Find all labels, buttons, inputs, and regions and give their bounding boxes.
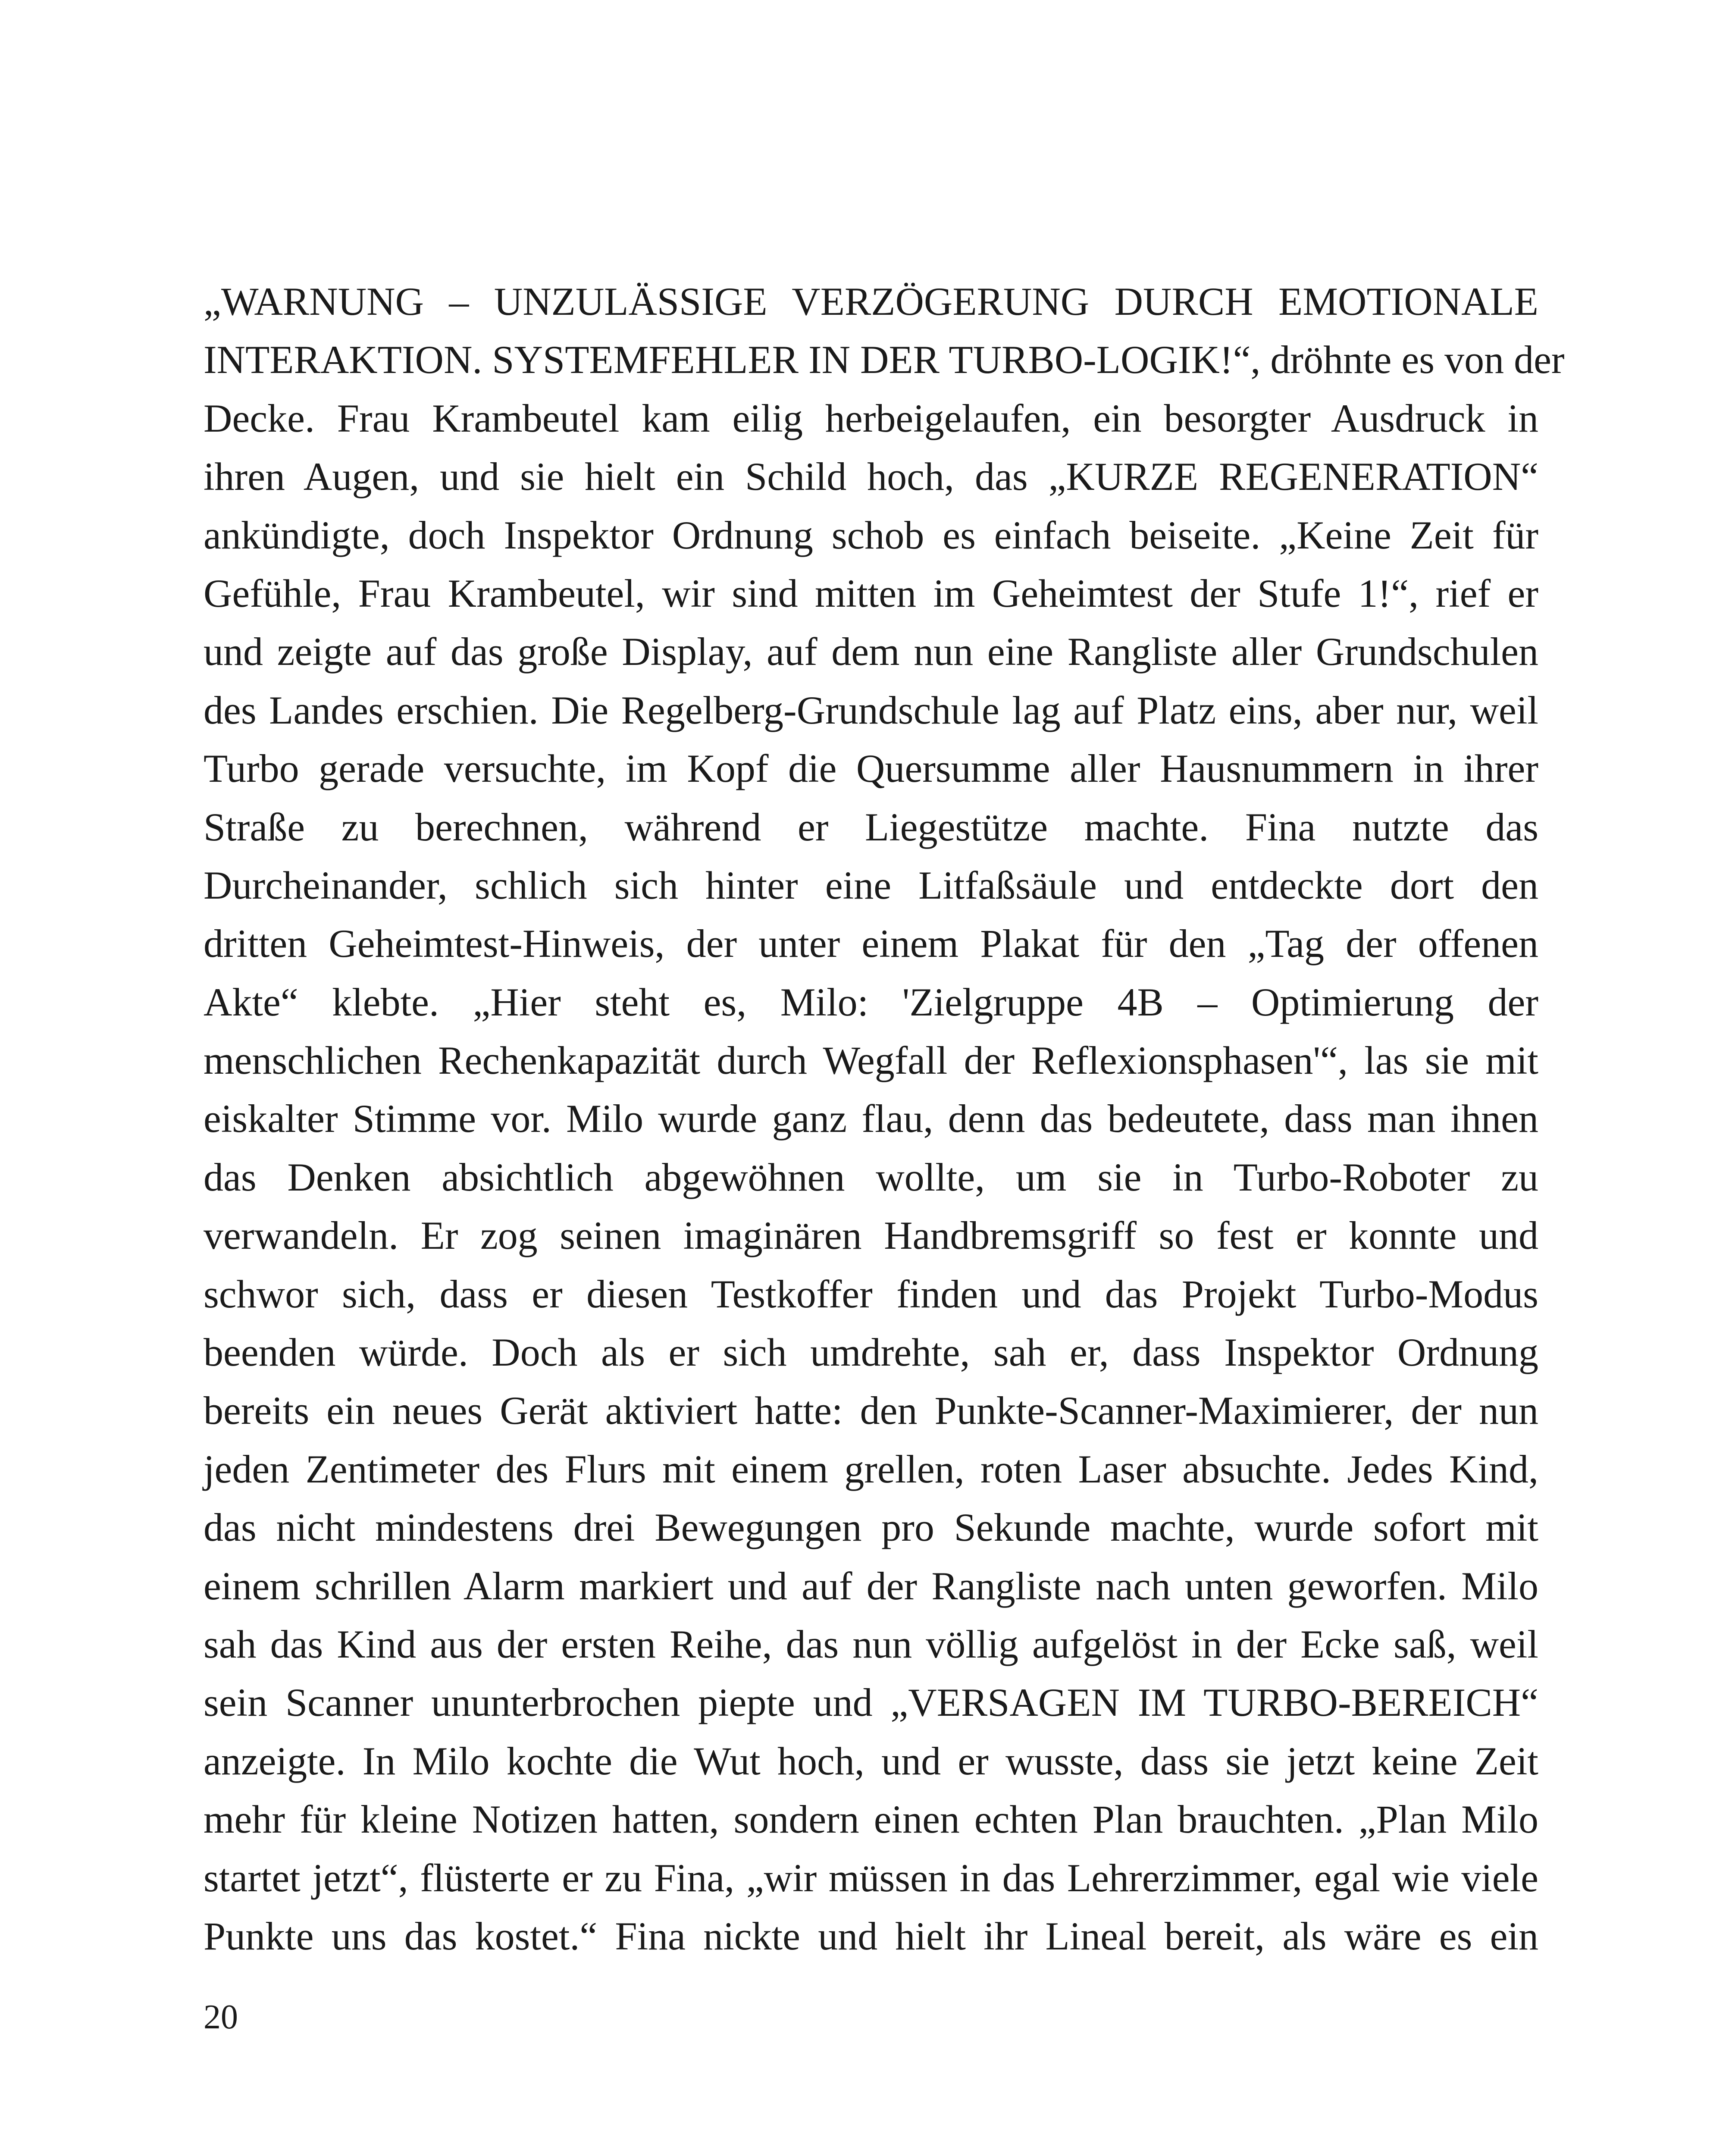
text-line-13: Akte“ klebte. „Hier steht es, Milo: 'Zielgruppe 4B – Optimierung der: [204, 980, 1538, 1024]
text-line-16: das Denken absichtlich abgewöhnen wollte, um sie in Turbo-Roboter zu: [204, 1155, 1538, 1199]
text-line-14: menschlichen Rechenkapazität durch Wegfall der Reflexionsphasen'“, las sie mit: [204, 1038, 1538, 1083]
text-line-5: ankündigte, doch Inspektor Ordnung schob es einfach beiseite. „Keine Zeit für: [204, 513, 1538, 557]
text-line-20: bereits ein neues Gerät aktiviert hatte: den Punkte-Scanner-Maximierer, der nun: [204, 1388, 1538, 1433]
text-line-29: Punkte uns das kostet.“ Fina nickte und hielt ihr Lineal bereit, als wäre es ein: [204, 1914, 1538, 1958]
text-line-19: beenden würde. Doch als er sich umdrehte, sah er, dass Inspektor Ordnung: [204, 1330, 1538, 1375]
text-line-3: Decke. Frau Krambeutel kam eilig herbeigelaufen, ein besorgter Ausdruck in: [204, 396, 1538, 440]
text-line-9: Turbo gerade versuchte, im Kopf die Quersumme aller Hausnummern in ihrer: [204, 746, 1538, 791]
text-line-18: schwor sich, dass er diesen Testkoffer finden und das Projekt Turbo-Modus: [204, 1272, 1538, 1316]
text-line-22: das nicht mindestens drei Bewegungen pro Sekunde machte, wurde sofort mit: [204, 1505, 1538, 1550]
text-line-27: mehr für kleine Notizen hatten, sondern einen echten Plan brauchten. „Plan Milo: [204, 1797, 1538, 1842]
text-line-25: sein Scanner ununterbrochen piepte und „VERSAGEN IM TURBO-BEREICH“: [204, 1680, 1538, 1725]
text-line-11: Durcheinander, schlich sich hinter eine Litfaßsäule und entdeckte dort den: [204, 863, 1538, 907]
text-line-7: und zeigte auf das große Display, auf dem nun eine Rangliste aller Grundschulen: [204, 630, 1538, 674]
text-line-1: „WARNUNG – UNZULÄSSIGE VERZÖGERUNG DURCH EMOTIONALE: [204, 279, 1538, 323]
page-number: 20: [204, 1998, 238, 2036]
text-line-15: eiskalter Stimme vor. Milo wurde ganz flau, denn das bedeutete, dass man ihnen: [204, 1097, 1538, 1141]
text-line-26: anzeigte. In Milo kochte die Wut hoch, und er wusste, dass sie jetzt keine Zeit: [204, 1739, 1538, 1783]
text-line-8: des Landes erschien. Die Regelberg-Grundschule lag auf Platz eins, aber nur, weil: [204, 688, 1538, 732]
text-line-6: Gefühle, Frau Krambeutel, wir sind mitten im Geheimtest der Stufe 1!“, rief er: [204, 571, 1538, 615]
text-line-17: verwandeln. Er zog seinen imaginären Handbremsgriff so fest er konnte und: [204, 1213, 1538, 1258]
text-line-21: jeden Zentimeter des Flurs mit einem grellen, roten Laser absuchte. Jedes Kind,: [204, 1447, 1538, 1491]
text-line-2: INTERAKTION. SYSTEMFEHLER IN DER TURBO-LOGIK!“, dröhnte es von der: [204, 338, 1565, 382]
text-line-12: dritten Geheimtest-Hinweis, der unter einem Plakat für den „Tag der offenen: [204, 921, 1538, 966]
text-line-23: einem schrillen Alarm markiert und auf der Rangliste nach unten geworfen. Milo: [204, 1564, 1538, 1608]
text-line-24: sah das Kind aus der ersten Reihe, das nun völlig aufgelöst in der Ecke saß, weil: [204, 1622, 1538, 1666]
body-text: [204, 273, 1565, 1965]
text-line-10: Straße zu berechnen, während er Liegestütze machte. Fina nutzte das: [204, 805, 1538, 849]
text-line-4: ihren Augen, und sie hielt ein Schild hoch, das „KURZE REGENERATION“: [204, 454, 1538, 499]
text-line-28: startet jetzt“, flüsterte er zu Fina, „wir müssen in das Lehrerzimmer, egal wie viele: [204, 1855, 1538, 1900]
